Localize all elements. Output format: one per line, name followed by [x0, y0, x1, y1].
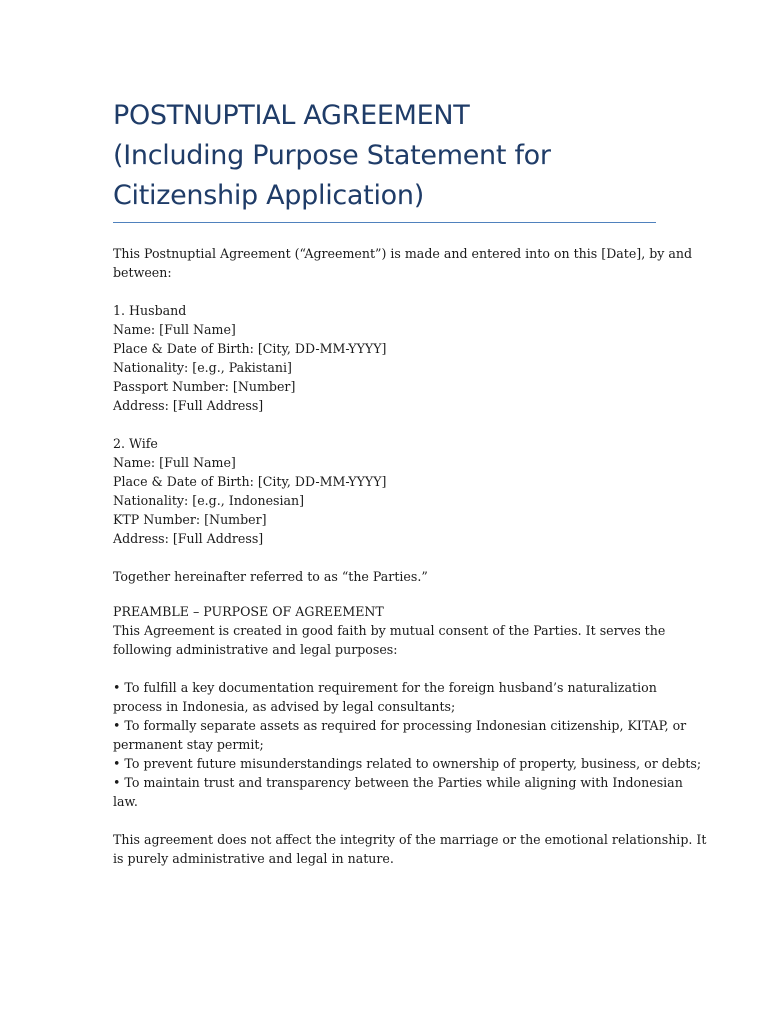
title-line-3: Citizenship Application) — [113, 180, 424, 211]
intro-line-2: between: — [113, 265, 172, 280]
husband-nationality: Nationality: [e.g., Pakistani] — [113, 360, 292, 375]
preamble-section — [113, 602, 666, 659]
preamble-line-1: This Agreement is created in good faith by mutual consent of the Parties. It serves the — [113, 623, 666, 638]
intro-line-1: This Postnuptial Agreement (“Agreement”) is made and entered into on this [Date], by and — [113, 246, 693, 261]
document-title — [113, 96, 656, 216]
purpose-4-line-1: • To maintain trust and transparency between the Parties while aligning with Indonesian — [113, 775, 683, 790]
purpose-2-line-1: • To formally separate assets as required for processing Indonesian citizenship, KITAP, or — [113, 718, 687, 733]
parties-note-line: Together hereinafter referred to as “the Parties.” — [113, 569, 428, 584]
closing-line-1: This agreement does not affect the integrity of the marriage or the emotional relationship. It — [113, 832, 707, 847]
wife-nationality: Nationality: [e.g., Indonesian] — [113, 493, 305, 508]
husband-name: Name: [Full Name] — [113, 322, 236, 337]
husband-address: Address: [Full Address] — [113, 398, 264, 413]
husband-passport-number: Passport Number: [Number] — [113, 379, 296, 394]
wife-ktp-number: KTP Number: [Number] — [113, 512, 267, 527]
intro-paragraph — [113, 244, 693, 282]
parties-note — [113, 567, 656, 586]
closing-paragraph — [113, 830, 707, 868]
title-line-1: POSTNUPTIAL AGREEMENT — [113, 100, 470, 131]
purpose-2-line-2: permanent stay permit; — [113, 737, 264, 752]
title-divider — [113, 222, 656, 223]
husband-heading: 1. Husband — [113, 303, 187, 318]
wife-heading: 2. Wife — [113, 436, 158, 451]
purposes-list — [113, 678, 702, 811]
document-body — [113, 244, 707, 868]
preamble-heading: PREAMBLE – PURPOSE OF AGREEMENT — [113, 604, 384, 619]
document-page — [113, 96, 707, 868]
closing-line-2: is purely administrative and legal in nature. — [113, 851, 394, 866]
preamble-line-2: following administrative and legal purposes: — [113, 642, 398, 657]
purpose-4-line-2: law. — [113, 794, 138, 809]
wife-address: Address: [Full Address] — [113, 531, 264, 546]
purpose-3-line-1: • To prevent future misunderstandings related to ownership of property, business, or debts; — [113, 756, 702, 771]
purpose-1-line-1: • To fulfill a key documentation requirement for the foreign husband’s naturalization — [113, 680, 657, 695]
wife-birth: Place & Date of Birth: [City, DD-MM-YYYY] — [113, 474, 387, 489]
husband-birth: Place & Date of Birth: [City, DD-MM-YYYY] — [113, 341, 387, 356]
purpose-1-line-2: process in Indonesia, as advised by legal consultants; — [113, 699, 456, 714]
husband-section — [113, 301, 656, 415]
wife-name: Name: [Full Name] — [113, 455, 236, 470]
wife-section — [113, 434, 656, 548]
title-line-2: (Including Purpose Statement for — [113, 140, 551, 171]
